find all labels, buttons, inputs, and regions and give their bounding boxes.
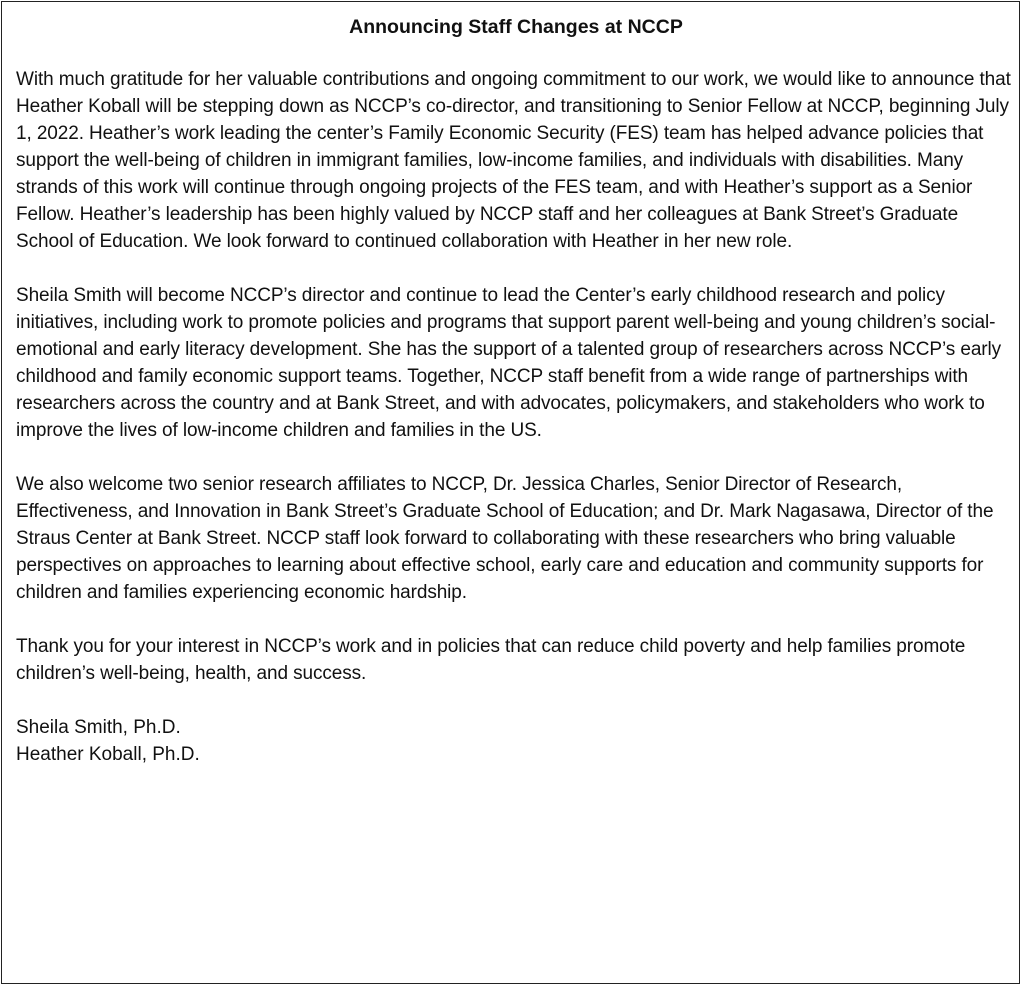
document-title: Announcing Staff Changes at NCCP <box>349 16 683 38</box>
paragraph-staff-change: With much gratitude for her valuable contributions and ongoing commitment to our work, we would like to announce that Heather Koball will be stepping down as NCCP’s co-director, and transitioning to Senior Fellow at NCCP, beginning July 1, 2022. Heather’s work leading the center’s Family Economic Security (FES) team has helped advance policies that support the well-being of children in immigrant families, low-income families, and individuals with disabilities. Many strands of this work will continue through ongoing projects of the FES team, and with Heather’s support as a Senior Fellow. Heather’s leadership has been highly valued by NCCP staff and her colleagues at Bank Street’s Graduate School of Education. We look forward to continued collaboration with Heather in her new role. <box>16 69 1011 252</box>
paragraph-new-director: Sheila Smith will become NCCP’s director and continue to lead the Center’s early childhood research and policy initiatives, including work to promote policies and programs that support parent well-being and young children’s social-emotional and early literacy development. She has the support of a talented group of researchers across NCCP’s early childhood and family economic support teams. Together, NCCP staff benefit from a wide range of partnerships with researchers across the country and at Bank Street, and with advocates, policymakers, and stakeholders who work to improve the lives of low-income children and families in the US. <box>16 285 1002 441</box>
document-body <box>16 14 1016 768</box>
paragraph-research-affiliates: We also welcome two senior research affiliates to NCCP, Dr. Jessica Charles, Senior Director of Research, Effectiveness, and Innovation in Bank Street’s Graduate School of Education; and Dr. Mark Nagasawa, Director of the Straus Center at Bank Street. NCCP staff look forward to collaborating with these researchers who bring valuable perspectives on approaches to learning about effective school, early care and education and community supports for children and families experiencing economic hardship. <box>16 474 994 603</box>
paragraph-thank-you: Thank you for your interest in NCCP’s work and in policies that can reduce child poverty and help families promote children’s well-being, health, and success. <box>16 636 966 684</box>
signature-sheila-smith: Sheila Smith, Ph.D. <box>16 717 181 738</box>
signature-block <box>16 714 1016 768</box>
signature-heather-koball: Heather Koball, Ph.D. <box>16 744 200 765</box>
document-border <box>1 1 1020 984</box>
